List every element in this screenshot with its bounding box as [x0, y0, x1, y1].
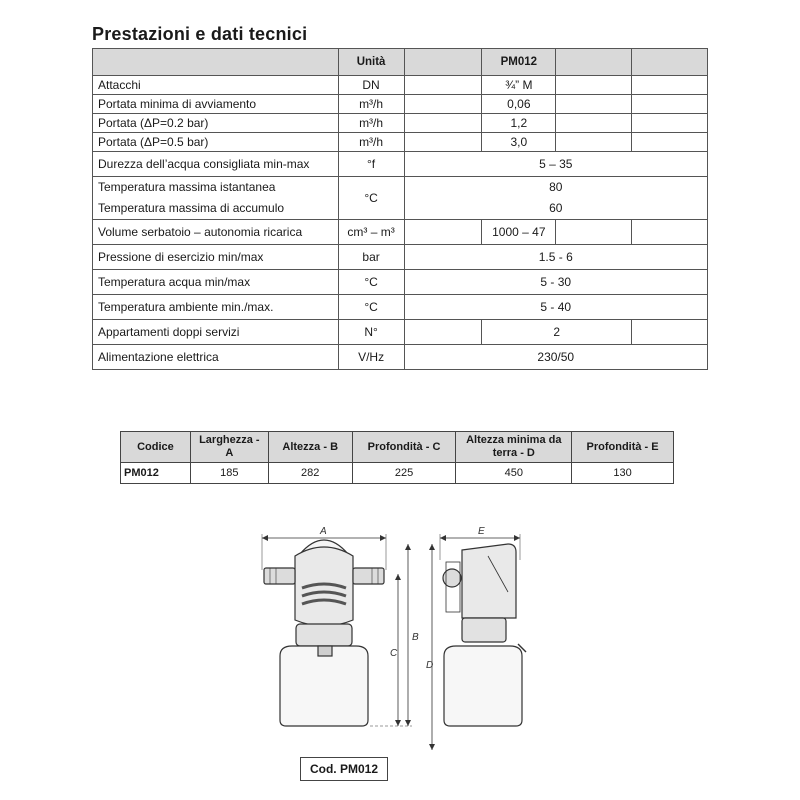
spec-label: Volume serbatoio – autonomia ricarica [93, 220, 339, 245]
dims-value: 225 [352, 463, 456, 484]
spec-cell-empty [632, 76, 708, 95]
table-row [93, 133, 708, 152]
spec-cell-empty [404, 320, 482, 345]
dims-value: 185 [190, 463, 268, 484]
spec-cell-empty [556, 114, 632, 133]
spec-value: 5 - 30 [404, 270, 707, 295]
spec-table [92, 48, 708, 370]
spec-unit: m³/h [338, 133, 404, 152]
spec-value: ¾” M [482, 76, 556, 95]
spec-value: 3,0 [482, 133, 556, 152]
side-view [429, 534, 526, 750]
spec-cell-empty [404, 220, 482, 245]
spec-unit: m³/h [338, 114, 404, 133]
spec-value-line: 80 [549, 180, 563, 194]
front-view [262, 534, 412, 726]
spec-cell-empty [404, 95, 482, 114]
spec-label: Attacchi [93, 76, 339, 95]
spec-unit: V/Hz [338, 345, 404, 370]
dims-header-depth: Profondità - C [352, 432, 456, 463]
spec-cell-empty [632, 220, 708, 245]
table-row [93, 345, 708, 370]
spec-label: Temperatura ambiente min./max. [93, 295, 339, 320]
dims-header-width: Larghezza - A [190, 432, 268, 463]
spec-label: Portata (ΔP=0.5 bar) [93, 133, 339, 152]
table-row [93, 114, 708, 133]
spec-label [93, 177, 339, 220]
dims-value: 130 [572, 463, 674, 484]
spec-cell-empty [632, 95, 708, 114]
dims-header-height: Altezza - B [268, 432, 352, 463]
spec-label: Appartamenti doppi servizi [93, 320, 339, 345]
table-row [93, 270, 708, 295]
spec-cell-empty [404, 133, 482, 152]
spec-header-model: PM012 [482, 49, 556, 76]
spec-cell-empty [404, 114, 482, 133]
spec-unit: DN [338, 76, 404, 95]
spec-value: 5 – 35 [404, 152, 707, 177]
table-row [93, 95, 708, 114]
label-c: C [390, 648, 398, 659]
spec-value: 5 - 40 [404, 295, 707, 320]
spec-unit: m³/h [338, 95, 404, 114]
table-row [93, 152, 708, 177]
spec-header-blank [632, 49, 708, 76]
table-row [121, 463, 674, 484]
table-row [93, 295, 708, 320]
table-row [93, 320, 708, 345]
spec-cell-empty [632, 114, 708, 133]
spec-value [404, 177, 707, 220]
spec-cell-empty [632, 133, 708, 152]
spec-header-blank [404, 49, 482, 76]
table-row [93, 76, 708, 95]
spec-unit: °C [338, 295, 404, 320]
spec-unit: N° [338, 320, 404, 345]
spec-value: 1.5 - 6 [404, 245, 707, 270]
spec-unit: °C [338, 270, 404, 295]
spec-label: Temperatura acqua min/max [93, 270, 339, 295]
spec-unit: bar [338, 245, 404, 270]
dims-header-min-height: Altezza minima da terra - D [456, 432, 572, 463]
label-d: D [426, 660, 434, 671]
dims-header-row [121, 432, 674, 463]
table-row [93, 220, 708, 245]
spec-cell-empty [632, 320, 708, 345]
spec-cell-empty [556, 95, 632, 114]
spec-value: 2 [482, 320, 632, 345]
spec-cell-empty [404, 76, 482, 95]
spec-label: Portata minima di avviamento [93, 95, 339, 114]
spec-value-line: 60 [549, 201, 563, 215]
spec-cell-empty [556, 220, 632, 245]
table-row [93, 245, 708, 270]
page-title: Prestazioni e dati tecnici [92, 24, 308, 44]
spec-unit: °C [338, 177, 404, 220]
spec-cell-empty [556, 133, 632, 152]
spec-label: Alimentazione elettrica [93, 345, 339, 370]
spec-header-blank [93, 49, 339, 76]
spec-label: Portata (ΔP=0.2 bar) [93, 114, 339, 133]
spec-value: 1,2 [482, 114, 556, 133]
spec-label: Pressione di esercizio min/max [93, 245, 339, 270]
dimensions-table [120, 431, 674, 484]
spec-cell-empty [556, 76, 632, 95]
dims-code: PM012 [121, 463, 191, 484]
product-code-caption: Cod. PM012 [300, 757, 388, 781]
dims-header-depth-e: Profondità - E [572, 432, 674, 463]
spec-value: 230/50 [404, 345, 707, 370]
technical-drawing [250, 520, 540, 756]
spec-header-unit: Unità [338, 49, 404, 76]
spec-header-blank [556, 49, 632, 76]
spec-value: 0,06 [482, 95, 556, 114]
dims-header-code: Codice [121, 432, 191, 463]
spec-value: 1000 – 47 [482, 220, 556, 245]
label-e: E [478, 526, 485, 537]
spec-label-line: Temperatura massima istantanea [98, 180, 276, 194]
spec-label-line: Temperatura massima di accumulo [98, 201, 285, 215]
label-b: B [412, 632, 419, 643]
dims-value: 282 [268, 463, 352, 484]
spec-unit: °f [338, 152, 404, 177]
spec-unit: cm³ – m³ [338, 220, 404, 245]
spec-header-row [93, 49, 708, 76]
spec-label: Durezza dell’acqua consigliata min-max [93, 152, 339, 177]
dims-value: 450 [456, 463, 572, 484]
label-a: A [320, 526, 327, 537]
table-row [93, 177, 708, 220]
